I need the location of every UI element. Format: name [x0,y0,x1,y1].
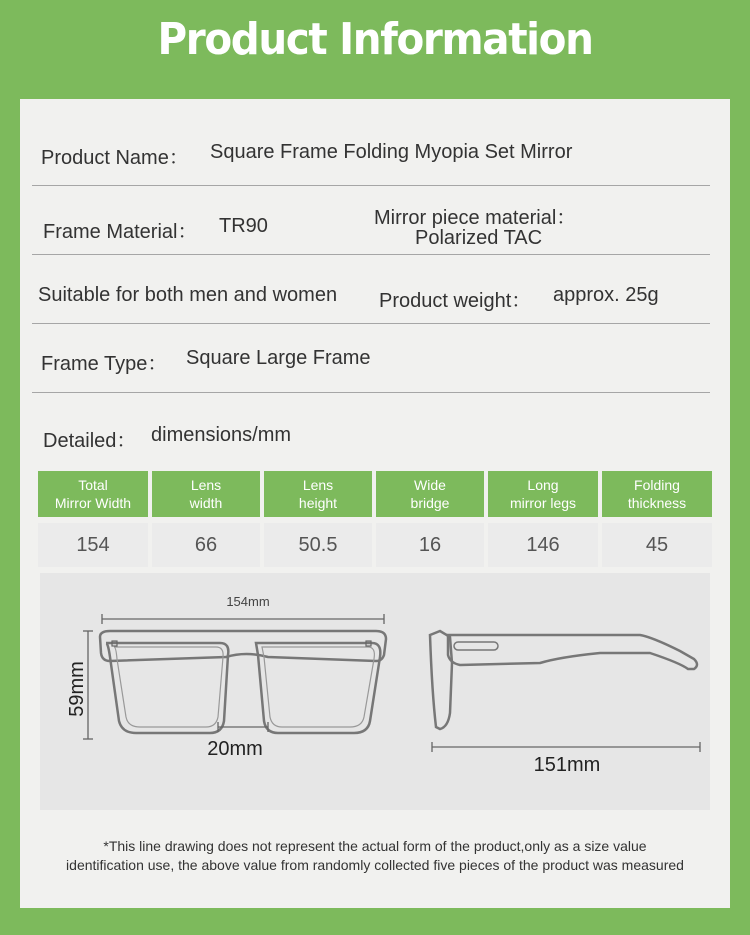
suitable-text: Suitable for both men and women [38,284,338,306]
value-cell: 146 [488,523,598,567]
bridge-label: 20mm [207,738,263,760]
header-cell [488,471,598,517]
header-line: Mirror Width [54,495,132,511]
value-cell: 66 [152,523,260,567]
header-line: mirror legs [509,495,577,511]
header-cell [152,471,260,517]
header-line: Folding [634,477,680,493]
temple-arm [448,635,697,669]
value-cell: 50.5 [264,523,372,567]
frame-type-value: Square Large Frame [186,347,371,369]
note-line-1: *This line drawing does not represent the actual form of the product,only as a size value [103,838,647,854]
glasses-frame-top [100,631,386,661]
header-line: height [298,495,338,511]
mirror-material-label: Mirror piece material： [374,207,577,229]
frame-material-value: TR90 [219,215,268,237]
header-cell [376,471,484,517]
value-cell: 16 [376,523,484,567]
note-line-2: identification use, the above value from randomly collected five pieces of the product was measured [66,857,684,873]
header-line: bridge [410,495,450,511]
frame-material-label: Frame Material： [43,221,198,243]
header-cell [38,471,148,517]
product-name-value: Square Frame Folding Myopia Set Mirror [210,141,573,163]
divider [32,323,710,324]
page-title: Product Information [157,14,593,65]
header-line: Total [78,477,108,493]
header-line: Wide [414,477,446,493]
info-panel [20,99,730,908]
divider [32,254,710,255]
detailed-value: dimensions/mm [151,424,292,446]
front-width-label: 154mm [226,594,270,609]
disclaimer-note [20,837,730,875]
front-height-label: 59mm [66,661,88,717]
weight-value: approx. 25g [553,284,659,306]
divider [32,392,710,393]
header-cell [602,471,712,517]
header-cell [264,471,372,517]
value-cell: 45 [602,523,712,567]
header-line: thickness [627,495,687,511]
product-name-label: Product Name： [41,147,189,169]
weight-label: Product weight： [379,290,532,312]
mirror-material-value: Polarized TAC [415,227,543,249]
header-line: width [189,495,223,511]
divider [32,185,710,186]
value-cell: 154 [38,523,148,567]
glasses-line-drawing [40,573,710,810]
header-line: Lens [302,477,334,493]
header-line: Long [527,477,559,493]
temple-length-label: 151mm [533,754,601,776]
glasses-svg [40,573,710,810]
frame-type-label: Frame Type： [41,353,168,375]
header-line: Lens [190,477,222,493]
detailed-label: Detailed： [43,430,137,452]
